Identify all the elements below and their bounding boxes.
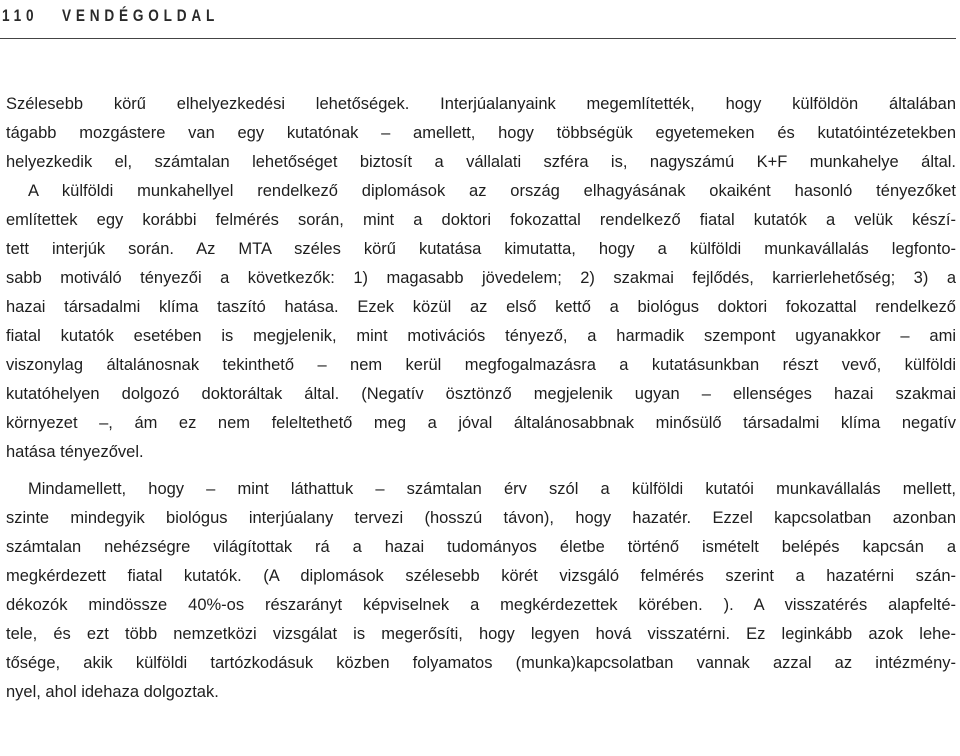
text-line: megkérdezett fiatal kutatók. (A diplomások szélesebb körét vizsgáló felmérés szerint a hazatérni szán-: [6, 567, 956, 585]
text-line: hatása tényezővel.: [6, 443, 144, 461]
text-line: Mindamellett, hogy – mint láthattuk – számtalan érv szól a külföldi kutatói munkavállalás mellett,: [28, 480, 956, 498]
text-line: kutatóhelyen dolgozó doktoráltak által. (Negatív ösztönző megjelenik ugyan – ellenséges hazai szakmai: [6, 385, 956, 403]
text-line: A külföldi munkahellyel rendelkező diplomások az ország elhagyásának okaiként hasonló tényezőket: [28, 182, 956, 200]
text-line: viszonylag általánosnak tekinthető – nem kerül megfogalmazásra a kutatásunkban részt vevő, külföldi: [6, 356, 956, 374]
text-line: hazai társadalmi klíma taszító hatása. Ezek közül az első kettő a biológus doktori fokozattal rendelkező: [6, 298, 956, 316]
text-line: tele, és ezt több nemzetközi vizsgálat is megerősíti, hogy legyen hová visszatérni. Ez leginkább azok lehe-: [6, 625, 956, 643]
text-line: szinte mindegyik biológus interjúalany tervezi (hosszú távon), hogy hazatér. Ezzel kapcsolatban azonban: [6, 509, 956, 527]
page-header: [0, 0, 960, 40]
text-line: tágabb mozgástere van egy kutatónak – amellett, hogy többségük egyetemeken és kutatóintézetekben: [6, 124, 956, 142]
text-line: tett interjúk során. Az MTA széles körű kutatása kimutatta, hogy a külföldi munkavállalás legfonto-: [6, 240, 956, 258]
text-line: számtalan nehézségre világítottak rá a hazai tudományos életbe történő ismételt belépés kapcsán a: [6, 538, 956, 556]
header-rule: [0, 38, 956, 39]
body-text: [6, 90, 956, 707]
text-line: nyel, ahol idehaza dolgoztak.: [6, 683, 219, 701]
text-line: említettek egy korábbi felmérés során, mint a doktori fokozattal rendelkező fiatal kutatók a velük készí-: [6, 211, 956, 229]
text-line: dékozók mindössze 40%-os részarányt képviselnek a megkérdezettek körében. ). A visszatérés alapfelté-: [6, 596, 956, 614]
text-line: helyezkedik el, számtalan lehetőséget biztosít a vállalati szféra is, nagyszámú K+F munkahelye által.: [6, 153, 956, 171]
text-line: tősége, akik külföldi tartózkodásuk közben folyamatos (munka)kapcsolatban vannak azzal az intézmény-: [6, 654, 956, 672]
section-title: VENDÉGOLDAL: [62, 6, 220, 25]
text-line: környezet –, ám ez nem feleltethető meg a jóval általánosabbnak minősülő társadalmi klíma negatív: [6, 414, 956, 432]
text-line: Szélesebb körű elhelyezkedési lehetőségek. Interjúalanyaink megemlítették, hogy külföldön általában: [6, 95, 956, 113]
text-line: fiatal kutatók esetében is megjelenik, mint motivációs tényező, a harmadik szempont ugyanakkor – ami: [6, 327, 956, 345]
page-number: 110: [2, 6, 39, 25]
text-line: sabb motiváló tényezői a következők: 1) magasabb jövedelem; 2) szakmai fejlődés, karrierlehetőség; 3) a: [6, 269, 956, 287]
